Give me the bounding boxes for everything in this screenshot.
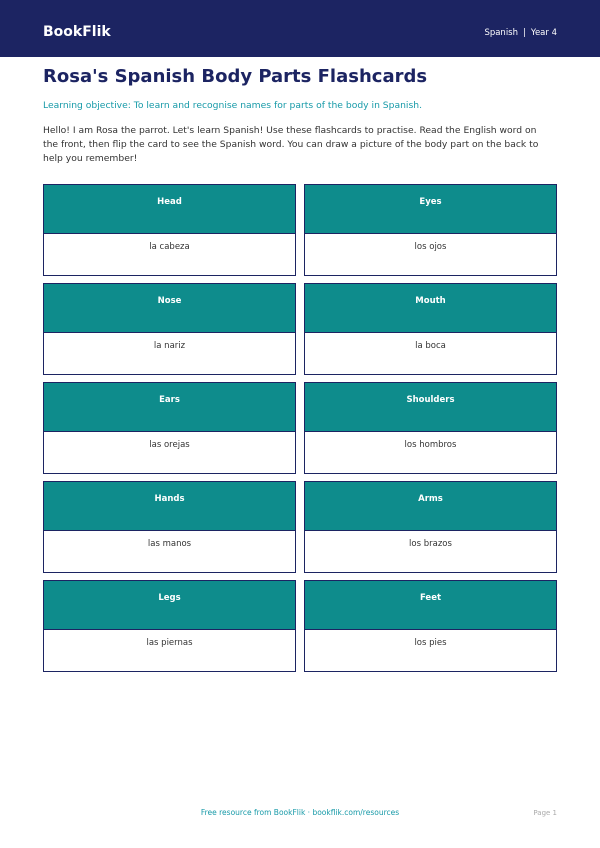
- brand-logo[interactable]: BookFlik: [43, 24, 111, 40]
- flashcard[interactable]: [43, 283, 296, 375]
- flashcard[interactable]: [43, 580, 296, 672]
- flashcard-spanish: la nariz: [153, 341, 186, 351]
- flashcard-english: Shoulders: [305, 383, 556, 432]
- flashcard-spanish: los ojos: [414, 242, 447, 252]
- header-bar: [0, 0, 600, 57]
- flashcard-spanish: las orejas: [149, 440, 190, 450]
- flashcard-spanish: las piernas: [146, 638, 193, 648]
- subject-label: Spanish: [484, 28, 519, 38]
- flashcard-spanish: la cabeza: [149, 242, 190, 252]
- flashcard[interactable]: [304, 283, 557, 375]
- flashcard[interactable]: [304, 481, 557, 573]
- flashcard-english: Feet: [305, 581, 556, 630]
- page-title: Rosa's Spanish Body Parts Flashcards: [43, 66, 428, 87]
- flashcard-english: Legs: [44, 581, 295, 630]
- page-number: Page 1: [533, 809, 557, 817]
- flashcard-grid: [43, 184, 557, 672]
- flashcard[interactable]: [43, 184, 296, 276]
- flashcard-english: Arms: [305, 482, 556, 531]
- intro-text: Hello! I am Rosa the parrot. Let's learn Spanish! Use these flashcards to practise. Read the English word on the front, then flip the card to see the Spanish word. You can draw a picture of the body part on the back to help you remember!: [43, 125, 539, 164]
- header-meta: [484, 27, 557, 39]
- flashcard-english: Nose: [44, 284, 295, 333]
- flashcard[interactable]: [43, 382, 296, 474]
- flashcard-english: Ears: [44, 383, 295, 432]
- flashcard-spanish: la boca: [415, 341, 446, 351]
- flashcard[interactable]: [304, 382, 557, 474]
- flashcard-spanish: los hombros: [404, 440, 457, 450]
- flashcard-spanish: los brazos: [409, 539, 452, 549]
- flashcard[interactable]: [43, 481, 296, 573]
- flashcard-spanish: las manos: [147, 539, 192, 549]
- flashcard-english: Hands: [44, 482, 295, 531]
- learning-objective: Learning objective: To learn and recognise names for parts of the body in Spanish.: [43, 100, 423, 111]
- flashcard-english: Eyes: [305, 185, 556, 234]
- flashcard-spanish: los pies: [414, 638, 447, 648]
- year-label: Year 4: [530, 28, 557, 38]
- flashcard[interactable]: [304, 580, 557, 672]
- flashcard-english: Head: [44, 185, 295, 234]
- footer-credit[interactable]: Free resource from BookFlik · bookflik.com/resources: [200, 808, 400, 817]
- flashcard[interactable]: [304, 184, 557, 276]
- flashcard-english: Mouth: [305, 284, 556, 333]
- meta-separator: |: [523, 28, 526, 38]
